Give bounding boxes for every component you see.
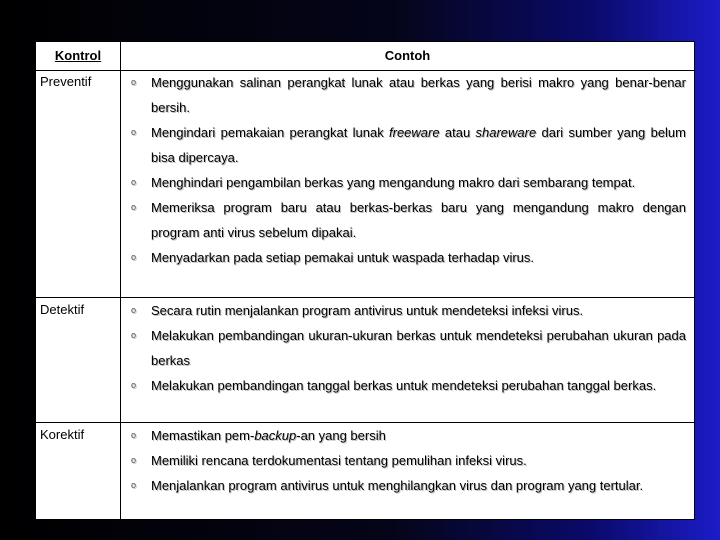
bullet-icon: o <box>131 330 137 340</box>
row-items-preventif <box>121 70 686 270</box>
list-item: o Menjalankan program antivirus untuk menghilangkan virus dan program yang tertular. <box>121 473 686 498</box>
control-table <box>35 41 695 520</box>
row-label-detektif: Detektif <box>40 302 85 317</box>
row-label-korektif: Korektif <box>40 427 85 442</box>
bullet-icon: o <box>131 480 137 490</box>
bullet-icon: o <box>131 430 137 440</box>
list-item: o Mengindari pemakaian perangkat lunak freeware atau shareware dari sumber yang belum bisa dipercaya. <box>121 120 686 170</box>
list-item: o Secara rutin menjalankan program antivirus untuk mendeteksi infeksi virus. <box>121 298 686 323</box>
list-item: o Memastikan pem-backup-an yang bersih <box>121 423 686 448</box>
list-item: o Menggunakan salinan perangkat lunak atau berkas yang berisi makro yang benar-benar bersih. <box>121 70 686 120</box>
list-item: o Melakukan pembandingan ukuran-ukuran berkas untuk mendeteksi perubahan ukuran pada berkas <box>121 323 686 373</box>
list-item: o Memeriksa program baru atau berkas-berkas baru yang mengandung makro dengan program anti virus sebelum dipakai. <box>121 195 686 245</box>
bullet-icon: o <box>131 127 137 137</box>
header-contoh: Contoh <box>384 48 431 63</box>
list-item: o Memiliki rencana terdokumentasi tentang pemulihan infeksi virus. <box>121 448 686 473</box>
bullet-icon: o <box>131 202 137 212</box>
bullet-icon: o <box>131 77 137 87</box>
bullet-icon: o <box>131 455 137 465</box>
bullet-icon: o <box>131 305 137 315</box>
header-kontrol: Kontrol <box>54 48 102 63</box>
row-label-preventif: Preventif <box>40 74 92 89</box>
bullet-icon: o <box>131 177 137 187</box>
row-items-korektif <box>121 423 686 498</box>
bullet-icon: o <box>131 380 137 390</box>
row-items-detektif <box>121 298 686 398</box>
list-item: o Melakukan pembandingan tanggal berkas untuk mendeteksi perubahan tanggal berkas. <box>121 373 686 398</box>
list-item: o Menyadarkan pada setiap pemakai untuk waspada terhadap virus. <box>121 245 686 270</box>
list-item: o Menghindari pengambilan berkas yang mengandung makro dari sembarang tempat. <box>121 170 686 195</box>
bullet-icon: o <box>131 252 137 262</box>
